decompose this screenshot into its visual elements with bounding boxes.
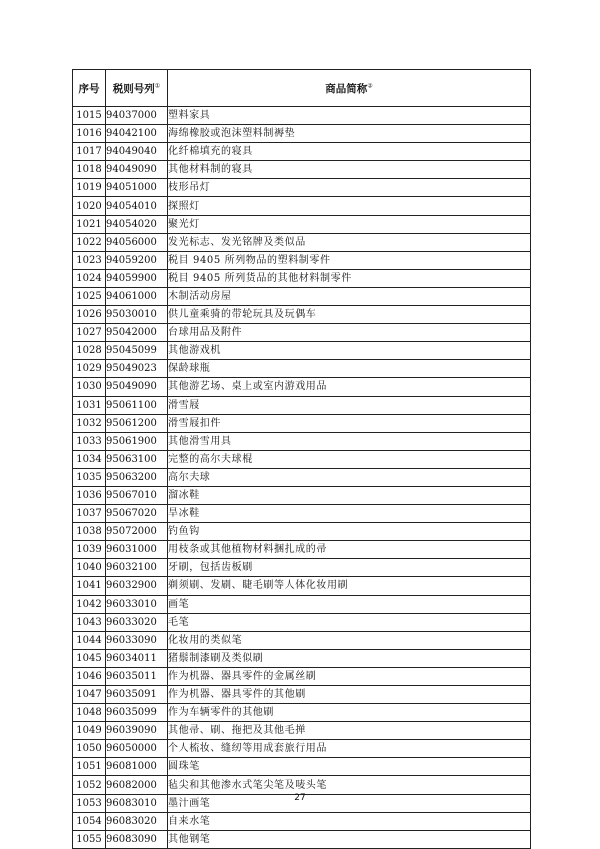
seq-cell: 1052 bbox=[73, 776, 106, 794]
header-name bbox=[168, 70, 531, 107]
seq-cell: 1020 bbox=[73, 197, 106, 215]
seq-cell: 1026 bbox=[73, 306, 106, 324]
code-cell: 95030010 bbox=[106, 306, 168, 324]
table-row bbox=[73, 631, 531, 649]
table-row bbox=[73, 197, 531, 215]
table-row bbox=[73, 179, 531, 197]
seq-cell: 1041 bbox=[73, 577, 106, 595]
header-row bbox=[73, 70, 531, 107]
name-cell: 塑料家具 bbox=[168, 107, 531, 125]
seq-cell: 1016 bbox=[73, 125, 106, 143]
name-cell: 圆珠笔 bbox=[168, 758, 531, 776]
table-row bbox=[73, 360, 531, 378]
seq-cell: 1018 bbox=[73, 161, 106, 179]
code-cell: 95067010 bbox=[106, 486, 168, 504]
seq-cell: 1042 bbox=[73, 595, 106, 613]
code-cell: 95072000 bbox=[106, 523, 168, 541]
code-cell: 95063100 bbox=[106, 450, 168, 468]
table-row bbox=[73, 215, 531, 233]
name-cell: 画笔 bbox=[168, 595, 531, 613]
code-cell: 95061200 bbox=[106, 414, 168, 432]
table-row bbox=[73, 161, 531, 179]
table-row bbox=[73, 107, 531, 125]
table-row bbox=[73, 704, 531, 722]
table-row bbox=[73, 251, 531, 269]
seq-cell: 1032 bbox=[73, 414, 106, 432]
code-cell: 96031000 bbox=[106, 541, 168, 559]
name-cell: 木制活动房屋 bbox=[168, 287, 531, 305]
seq-cell: 1035 bbox=[73, 468, 106, 486]
table-row bbox=[73, 595, 531, 613]
seq-cell: 1030 bbox=[73, 378, 106, 396]
name-cell: 滑雪屐 bbox=[168, 396, 531, 414]
table-row bbox=[73, 414, 531, 432]
name-cell: 个人梳妆、缝纫等用成套旅行用品 bbox=[168, 740, 531, 758]
seq-cell: 1034 bbox=[73, 450, 106, 468]
name-cell: 滑雪屐扣件 bbox=[168, 414, 531, 432]
name-cell: 作为车辆零件的其他刷 bbox=[168, 704, 531, 722]
header-code-footnote: ① bbox=[154, 82, 161, 89]
seq-cell: 1055 bbox=[73, 830, 106, 848]
seq-cell: 1054 bbox=[73, 812, 106, 830]
name-cell: 税目 9405 所列货品的其他材料制零件 bbox=[168, 269, 531, 287]
name-cell: 海绵橡胶或泡沫塑料制褥垫 bbox=[168, 125, 531, 143]
name-cell: 完整的高尔夫球棍 bbox=[168, 450, 531, 468]
table-row bbox=[73, 342, 531, 360]
code-cell: 94059900 bbox=[106, 269, 168, 287]
table-row bbox=[73, 649, 531, 667]
code-cell: 96035099 bbox=[106, 704, 168, 722]
seq-cell: 1027 bbox=[73, 324, 106, 342]
table-row bbox=[73, 740, 531, 758]
table-row bbox=[73, 125, 531, 143]
seq-cell: 1053 bbox=[73, 794, 106, 812]
table-row bbox=[73, 486, 531, 504]
table-row bbox=[73, 577, 531, 595]
code-cell: 96033090 bbox=[106, 631, 168, 649]
name-cell: 钓鱼钩 bbox=[168, 523, 531, 541]
code-cell: 94054020 bbox=[106, 215, 168, 233]
seq-cell: 1039 bbox=[73, 541, 106, 559]
code-cell: 95061900 bbox=[106, 432, 168, 450]
table-row bbox=[73, 269, 531, 287]
code-cell: 96081000 bbox=[106, 758, 168, 776]
header-seq bbox=[73, 70, 106, 107]
code-cell: 94054010 bbox=[106, 197, 168, 215]
seq-cell: 1021 bbox=[73, 215, 106, 233]
name-cell: 其他滑雪用具 bbox=[168, 432, 531, 450]
table-row bbox=[73, 468, 531, 486]
code-cell: 96082000 bbox=[106, 776, 168, 794]
name-cell: 高尔夫球 bbox=[168, 468, 531, 486]
table-row bbox=[73, 613, 531, 631]
code-cell: 96083020 bbox=[106, 812, 168, 830]
table-row bbox=[73, 143, 531, 161]
code-cell: 95049023 bbox=[106, 360, 168, 378]
name-cell: 保龄球瓶 bbox=[168, 360, 531, 378]
name-cell: 旱冰鞋 bbox=[168, 505, 531, 523]
code-cell: 94061000 bbox=[106, 287, 168, 305]
code-cell: 96035011 bbox=[106, 667, 168, 685]
table-row bbox=[73, 812, 531, 830]
code-cell: 96039090 bbox=[106, 722, 168, 740]
name-cell: 作为机器、器具零件的金属丝刷 bbox=[168, 667, 531, 685]
seq-cell: 1028 bbox=[73, 342, 106, 360]
table-row bbox=[73, 776, 531, 794]
code-cell: 94056000 bbox=[106, 233, 168, 251]
code-cell: 96032900 bbox=[106, 577, 168, 595]
name-cell: 毛笔 bbox=[168, 613, 531, 631]
name-cell: 牙刷，包括齿板刷 bbox=[168, 559, 531, 577]
table-row bbox=[73, 378, 531, 396]
table-row bbox=[73, 450, 531, 468]
name-cell: 其他钢笔 bbox=[168, 830, 531, 848]
code-cell: 96034011 bbox=[106, 649, 168, 667]
table-row bbox=[73, 233, 531, 251]
name-cell: 其他游艺场、桌上或室内游戏用品 bbox=[168, 378, 531, 396]
table-row bbox=[73, 287, 531, 305]
name-cell: 台球用品及附件 bbox=[168, 324, 531, 342]
name-cell: 发光标志、发光铭牌及类似品 bbox=[168, 233, 531, 251]
seq-cell: 1050 bbox=[73, 740, 106, 758]
code-cell: 95063200 bbox=[106, 468, 168, 486]
code-cell: 95042000 bbox=[106, 324, 168, 342]
table-row bbox=[73, 758, 531, 776]
table-row bbox=[73, 686, 531, 704]
table-row bbox=[73, 559, 531, 577]
seq-cell: 1029 bbox=[73, 360, 106, 378]
code-cell: 96083010 bbox=[106, 794, 168, 812]
table-row bbox=[73, 667, 531, 685]
seq-cell: 1049 bbox=[73, 722, 106, 740]
code-cell: 95061100 bbox=[106, 396, 168, 414]
code-cell: 95045099 bbox=[106, 342, 168, 360]
header-seq-label: 序号 bbox=[78, 82, 100, 95]
name-cell: 毡尖和其他渗水式笔尖笔及唛头笔 bbox=[168, 776, 531, 794]
name-cell: 探照灯 bbox=[168, 197, 531, 215]
code-cell: 94049040 bbox=[106, 143, 168, 161]
seq-cell: 1015 bbox=[73, 107, 106, 125]
seq-cell: 1045 bbox=[73, 649, 106, 667]
code-cell: 95067020 bbox=[106, 505, 168, 523]
code-cell: 94042100 bbox=[106, 125, 168, 143]
seq-cell: 1033 bbox=[73, 432, 106, 450]
code-cell: 96033020 bbox=[106, 613, 168, 631]
seq-cell: 1019 bbox=[73, 179, 106, 197]
table-body bbox=[73, 107, 531, 849]
name-cell: 其他游戏机 bbox=[168, 342, 531, 360]
name-cell: 猪鬃制漆刷及类似刷 bbox=[168, 649, 531, 667]
name-cell: 供儿童乘骑的带轮玩具及玩偶车 bbox=[168, 306, 531, 324]
seq-cell: 1051 bbox=[73, 758, 106, 776]
seq-cell: 1047 bbox=[73, 686, 106, 704]
name-cell: 其他帚、刷、拖把及其他毛掸 bbox=[168, 722, 531, 740]
code-cell: 94037000 bbox=[106, 107, 168, 125]
seq-cell: 1031 bbox=[73, 396, 106, 414]
table-header bbox=[73, 70, 531, 107]
name-cell: 溜冰鞋 bbox=[168, 486, 531, 504]
seq-cell: 1017 bbox=[73, 143, 106, 161]
table-row bbox=[73, 523, 531, 541]
table-row bbox=[73, 722, 531, 740]
tariff-table bbox=[72, 69, 531, 849]
name-cell: 剃须刷、发刷、睫毛刷等人体化妆用刷 bbox=[168, 577, 531, 595]
seq-cell: 1040 bbox=[73, 559, 106, 577]
table-row bbox=[73, 830, 531, 848]
code-cell: 94051000 bbox=[106, 179, 168, 197]
name-cell: 税目 9405 所列物品的塑料制零件 bbox=[168, 251, 531, 269]
code-cell: 96050000 bbox=[106, 740, 168, 758]
name-cell: 用枝条或其他植物材料捆扎成的帚 bbox=[168, 541, 531, 559]
page-number: 27 bbox=[294, 793, 306, 803]
seq-cell: 1025 bbox=[73, 287, 106, 305]
code-cell: 96032100 bbox=[106, 559, 168, 577]
table-row bbox=[73, 432, 531, 450]
code-cell: 96033010 bbox=[106, 595, 168, 613]
header-code bbox=[106, 70, 168, 107]
name-cell: 枝形吊灯 bbox=[168, 179, 531, 197]
table-row bbox=[73, 306, 531, 324]
seq-cell: 1043 bbox=[73, 613, 106, 631]
name-cell: 聚光灯 bbox=[168, 215, 531, 233]
seq-cell: 1023 bbox=[73, 251, 106, 269]
seq-cell: 1037 bbox=[73, 505, 106, 523]
name-cell: 化妆用的类似笔 bbox=[168, 631, 531, 649]
name-cell: 其他材料制的寝具 bbox=[168, 161, 531, 179]
header-name-footnote: ② bbox=[367, 82, 373, 89]
table-row bbox=[73, 396, 531, 414]
seq-cell: 1022 bbox=[73, 233, 106, 251]
name-cell: 自来水笔 bbox=[168, 812, 531, 830]
name-cell: 墨汁画笔 bbox=[168, 794, 531, 812]
code-cell: 96035091 bbox=[106, 686, 168, 704]
seq-cell: 1038 bbox=[73, 523, 106, 541]
table-row bbox=[73, 324, 531, 342]
header-name-label: 商品简称 bbox=[325, 82, 368, 95]
code-cell: 95049090 bbox=[106, 378, 168, 396]
name-cell: 化纤棉填充的寝具 bbox=[168, 143, 531, 161]
code-cell: 96083090 bbox=[106, 830, 168, 848]
seq-cell: 1044 bbox=[73, 631, 106, 649]
header-code-label: 税则号列 bbox=[112, 82, 155, 95]
seq-cell: 1046 bbox=[73, 667, 106, 685]
seq-cell: 1024 bbox=[73, 269, 106, 287]
code-cell: 94049090 bbox=[106, 161, 168, 179]
table-row bbox=[73, 541, 531, 559]
seq-cell: 1036 bbox=[73, 486, 106, 504]
table-row bbox=[73, 505, 531, 523]
name-cell: 作为机器、器具零件的其他刷 bbox=[168, 686, 531, 704]
seq-cell: 1048 bbox=[73, 704, 106, 722]
code-cell: 94059200 bbox=[106, 251, 168, 269]
